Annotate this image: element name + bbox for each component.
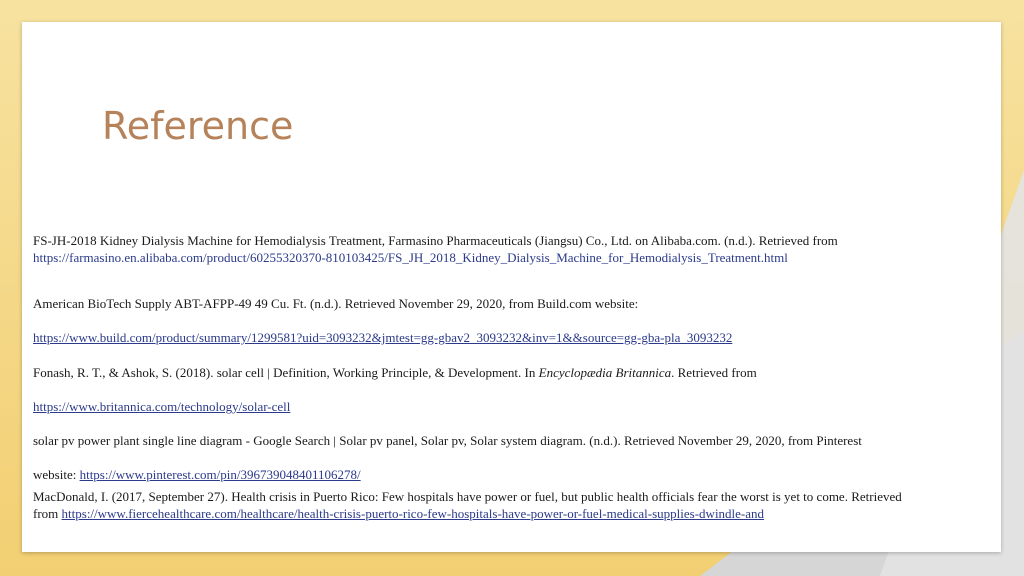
page-title: Reference <box>102 104 294 148</box>
reference-4-text: solar pv power plant single line diagram - Google Search | Solar pv panel, Solar pv, Solar system diagram. (n.d.). Retrieved November 29, 2020, from Pinterest <box>33 433 862 448</box>
reference-4-link[interactable]: https://www.pinterest.com/pin/396739048401106278/ <box>79 467 361 482</box>
reference-5-text: MacDonald, I. (2017, September 27). Health crisis in Puerto Rico: Few hospitals have power or fuel, but public health officials fear the worst is yet to come. Retrieved <box>33 489 902 504</box>
reference-5-link[interactable]: https://www.fiercehealthcare.com/healthcare/health-crisis-puerto-rico-few-hospitals-have-power-or-fuel-medical-supplies-dwindle-and <box>61 506 765 521</box>
reference-3-text-after: . Retrieved from <box>671 365 757 380</box>
reference-1-link[interactable]: https://farmasino.en.alibaba.com/product/60255320370-810103425/FS_JH_2018_Kidney_Dialysis_Machine_for_Hemodialysis_Treatment.html <box>33 250 788 265</box>
reference-2-link[interactable]: https://www.build.com/product/summary/1299581?uid=3093232&jmtest=gg-gbav2_3093232&inv=1&&source=gg-gba-pla_3093232 <box>33 330 733 345</box>
slide-content <box>22 22 1001 552</box>
reference-1 <box>33 232 993 266</box>
reference-5-prefix: from <box>33 506 62 521</box>
reference-1-text: FS-JH-2018 Kidney Dialysis Machine for Hemodialysis Treatment, Farmasino Pharmaceuticals (Jiangsu) Co., Ltd. on Alibaba.com. (n.d.). Retrieved from <box>33 233 838 248</box>
reference-3-text <box>33 364 993 381</box>
reference-4-prefix: website: <box>33 467 80 482</box>
reference-2-link-row <box>33 329 993 346</box>
reference-5 <box>33 488 993 522</box>
reference-2-text: American BioTech Supply ABT-AFPP-49 49 Cu. Ft. (n.d.). Retrieved November 29, 2020, from Build.com website: <box>33 296 639 311</box>
reference-3-link[interactable]: https://www.britannica.com/technology/solar-cell <box>33 399 291 414</box>
reference-3-link-row <box>33 398 993 415</box>
reference-3-text-before: Fonash, R. T., & Ashok, S. (2018). solar cell | Definition, Working Principle, & Development. In <box>33 365 539 380</box>
reference-3-italic: Encyclopædia Britannica <box>538 365 672 380</box>
reference-4-link-row <box>33 466 993 483</box>
